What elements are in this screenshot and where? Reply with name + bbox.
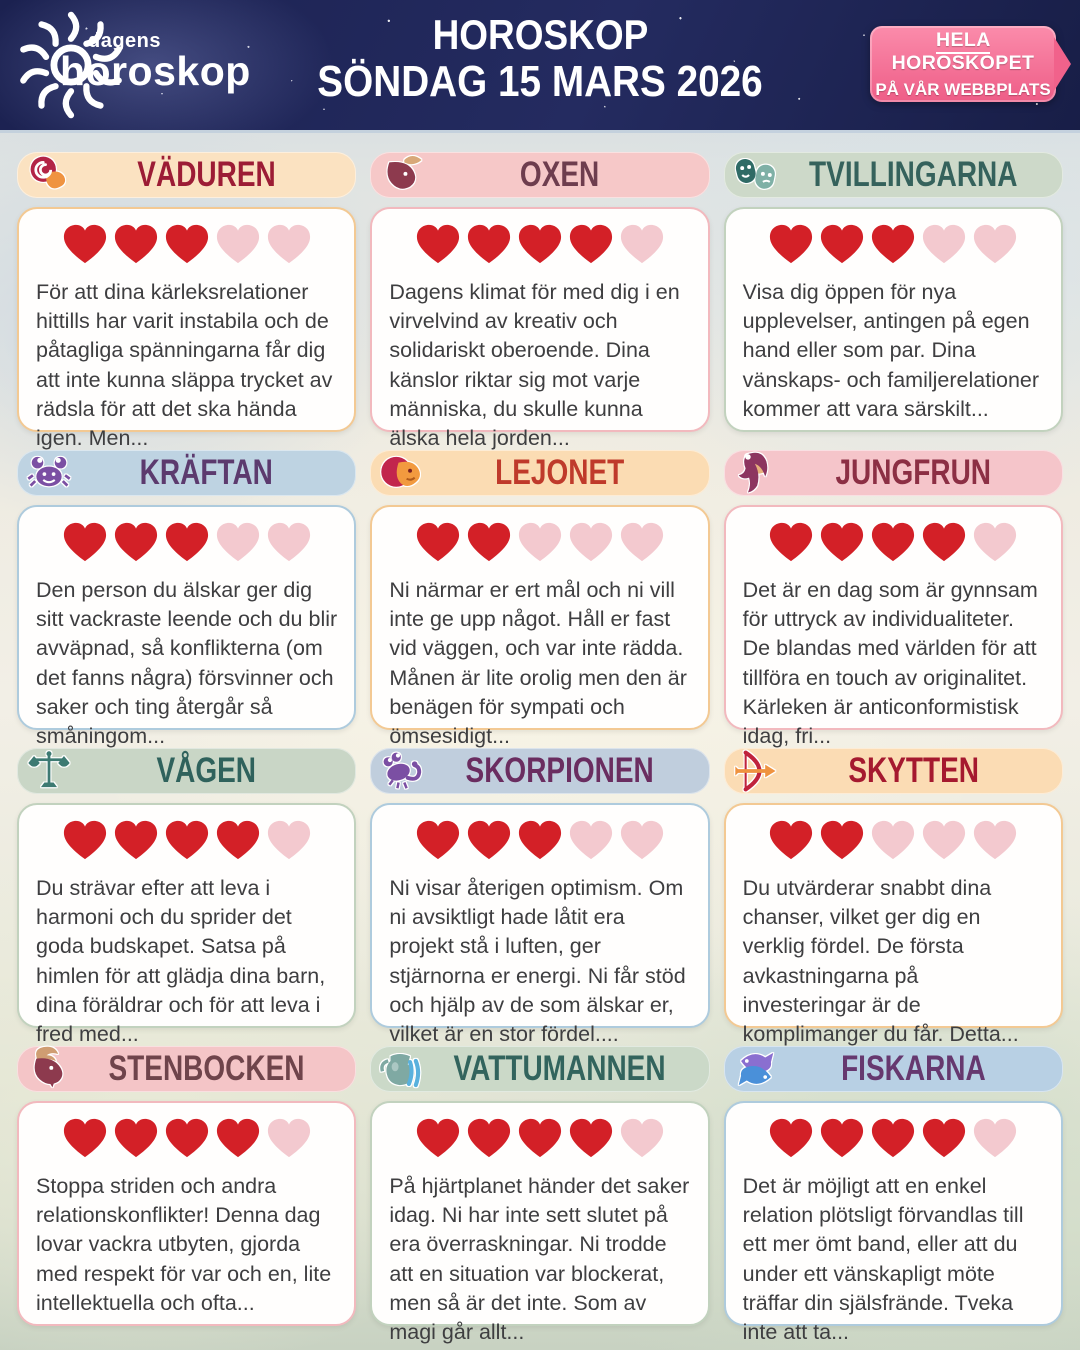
- heart-filled-icon: [215, 1117, 261, 1159]
- heart-rating: [387, 1117, 692, 1163]
- sign-body: [724, 207, 1063, 432]
- heart-empty-icon: [870, 819, 916, 861]
- sign-body: [370, 1101, 709, 1345]
- heart-empty-icon: [972, 819, 1018, 861]
- heart-filled-icon: [819, 819, 865, 861]
- heart-filled-icon: [921, 521, 967, 563]
- horoscope-text: Det är möjligt att en enkel relation plötsligt förvandlas till ett mer ömt band, eller att du under ett vänskapligt möte träffar din själsfrände. Tveka inte att ta...: [742, 1174, 1024, 1345]
- sign-title: KRÄFTAN: [140, 453, 274, 492]
- cta-line1: HELA HOROSKOPET: [891, 28, 1035, 74]
- site-logo: [12, 6, 262, 126]
- heart-empty-icon: [921, 223, 967, 265]
- horoscope-text: Ni visar återigen optimism. Om ni avsiktligt hade låtit era projekt stå i luften, ger stjärnorna er energi. Ni får stöd och hjälp av de som älskar er, vilket är en stor fördel....: [389, 876, 686, 1047]
- horoscope-text: Du strävar efter att leva i harmoni och du sprider det goda budskapet. Satsa på himlen för att glädja dina barn, dina föräldrar och för att leva i fred med...: [36, 876, 326, 1047]
- heart-filled-icon: [164, 819, 210, 861]
- heart-filled-icon: [568, 223, 614, 265]
- sign-header: [17, 152, 356, 198]
- maiden-icon: [733, 450, 779, 496]
- sign-header: [724, 450, 1063, 496]
- horoscope-text: Ni närmar er ert mål och ni vill inte ge upp något. Håll er fast vid väggen, och var inte rädda. Månen är lite orolig men den är benägen för sympati och ömsesidigt...: [389, 578, 687, 749]
- heart-filled-icon: [62, 223, 108, 265]
- heart-empty-icon: [568, 521, 614, 563]
- heart-empty-icon: [972, 1117, 1018, 1159]
- heart-rating: [387, 819, 692, 865]
- scorpion-icon: [379, 748, 425, 794]
- heart-filled-icon: [819, 1117, 865, 1159]
- heart-filled-icon: [768, 223, 814, 265]
- heart-empty-icon: [972, 521, 1018, 563]
- heart-filled-icon: [768, 1117, 814, 1159]
- cta-button[interactable]: [870, 26, 1056, 102]
- sign-title: SKYTTEN: [847, 751, 979, 790]
- horoscope-text: För att dina kärleksrelationer hittills har varit instabila och de påtagliga spänningarna får dig att inte kunna släppa trycket av rädsla för att det ska hända igen. Men...: [36, 280, 333, 451]
- sign-header: [17, 450, 356, 496]
- heart-filled-icon: [819, 521, 865, 563]
- sign-title: VÄDUREN: [137, 155, 276, 194]
- heart-empty-icon: [619, 819, 665, 861]
- crab-icon: [26, 450, 72, 496]
- heart-filled-icon: [164, 521, 210, 563]
- logo-text-bottom: horoskop: [60, 48, 251, 94]
- sign-header: [17, 1046, 356, 1092]
- fishes-icon: [733, 1046, 779, 1092]
- sign-card-skytten: [724, 748, 1063, 1047]
- theater-masks-icon: [733, 152, 779, 198]
- sign-body: [17, 207, 356, 451]
- heart-filled-icon: [62, 521, 108, 563]
- sign-title: VATTUMANNEN: [453, 1049, 667, 1088]
- sign-header: [17, 748, 356, 794]
- lion-icon: [379, 450, 425, 496]
- sign-title: TVILLINGARNA: [809, 155, 1018, 194]
- sign-body: [370, 803, 709, 1047]
- sign-title: LEJONET: [495, 453, 625, 492]
- sign-card-vattumannen: [370, 1046, 709, 1345]
- sign-card-tvillingarna: [724, 152, 1063, 432]
- page-date: SÖNDAG 15 MARS 2026: [317, 57, 763, 107]
- heart-filled-icon: [164, 1117, 210, 1159]
- heart-empty-icon: [517, 521, 563, 563]
- heart-rating: [387, 223, 692, 269]
- sign-card-oxen: [370, 152, 709, 451]
- top-banner: [0, 0, 1080, 130]
- sign-header: [724, 152, 1063, 198]
- sign-title: FISKARNA: [840, 1049, 986, 1088]
- heart-filled-icon: [768, 819, 814, 861]
- heart-empty-icon: [619, 223, 665, 265]
- heart-empty-icon: [972, 223, 1018, 265]
- sign-header: [370, 1046, 709, 1092]
- logo-text-top: dagens: [88, 30, 162, 52]
- scales-icon: [26, 748, 72, 794]
- sign-card-fiskarna: [724, 1046, 1063, 1345]
- sign-header: [370, 152, 709, 198]
- heart-rating: [34, 1117, 339, 1163]
- heart-empty-icon: [619, 521, 665, 563]
- heart-filled-icon: [870, 1117, 916, 1159]
- sign-card-jungfrun: [724, 450, 1063, 749]
- sign-header: [370, 450, 709, 496]
- sign-header: [724, 1046, 1063, 1092]
- heart-rating: [741, 1117, 1046, 1163]
- sign-body: [17, 505, 356, 749]
- sign-title: STENBOCKEN: [108, 1049, 305, 1088]
- heart-empty-icon: [215, 521, 261, 563]
- heart-filled-icon: [113, 1117, 159, 1159]
- sign-title: VÅGEN: [156, 751, 257, 790]
- heart-filled-icon: [466, 521, 512, 563]
- heart-rating: [34, 521, 339, 567]
- heart-rating: [34, 223, 339, 269]
- signs-grid: [17, 152, 1063, 1345]
- sign-body: [724, 803, 1063, 1047]
- heart-filled-icon: [113, 223, 159, 265]
- sign-body: [724, 505, 1063, 749]
- banner-titles: [287, 12, 793, 107]
- heart-rating: [387, 521, 692, 567]
- heart-filled-icon: [921, 1117, 967, 1159]
- goat-icon: [26, 1046, 72, 1092]
- sign-title: SKORPIONEN: [465, 751, 655, 790]
- sign-card-vaduren: [17, 152, 356, 451]
- heart-filled-icon: [870, 223, 916, 265]
- heart-empty-icon: [266, 521, 312, 563]
- heart-filled-icon: [466, 223, 512, 265]
- heart-empty-icon: [266, 1117, 312, 1159]
- heart-filled-icon: [517, 223, 563, 265]
- heart-filled-icon: [415, 521, 461, 563]
- heart-filled-icon: [415, 819, 461, 861]
- heart-filled-icon: [113, 521, 159, 563]
- heart-filled-icon: [215, 819, 261, 861]
- heart-filled-icon: [870, 521, 916, 563]
- heart-filled-icon: [164, 223, 210, 265]
- heart-empty-icon: [568, 819, 614, 861]
- heart-empty-icon: [266, 223, 312, 265]
- sign-header: [370, 748, 709, 794]
- horoscope-text: Du utvärderar snabbt dina chanser, vilket ger dig en verklig fördel. De första avkastningarna på investeringar är de komplimanger du får. Detta...: [742, 876, 1019, 1047]
- heart-filled-icon: [466, 1117, 512, 1159]
- heart-filled-icon: [466, 819, 512, 861]
- horoscope-text: Den person du älskar ger dig sitt vackraste leende och du blir avväpnad, så konflikterna (om det fanns några) försvinner och saker och ting återgår så småningom...: [36, 578, 338, 749]
- heart-empty-icon: [215, 223, 261, 265]
- horoscope-text: Dagens klimat för med dig i en virvelvind av kreativ och solidariskt oberoende. Dina känslor riktar sig mot varje människa, du skulle kunna älska hela jorden...: [389, 280, 680, 451]
- sign-body: [17, 1101, 356, 1326]
- sign-card-skorpionen: [370, 748, 709, 1047]
- heart-filled-icon: [517, 1117, 563, 1159]
- sign-body: [724, 1101, 1063, 1345]
- heart-filled-icon: [415, 223, 461, 265]
- sign-body: [370, 505, 709, 749]
- heart-filled-icon: [568, 1117, 614, 1159]
- heart-filled-icon: [415, 1117, 461, 1159]
- sign-card-lejonet: [370, 450, 709, 749]
- page-title: HOROSKOP: [432, 11, 648, 58]
- heart-filled-icon: [517, 819, 563, 861]
- horoscope-text: Visa dig öppen för nya upplevelser, antingen på egen hand eller som par. Dina vänskaps- och familjerelationer kommer att vara särskilt...: [742, 280, 1040, 421]
- heart-filled-icon: [113, 819, 159, 861]
- heart-rating: [741, 819, 1046, 865]
- sign-title: OXEN: [520, 155, 600, 194]
- heart-empty-icon: [921, 819, 967, 861]
- sign-title: JUNGFRUN: [835, 453, 992, 492]
- sign-header: [724, 748, 1063, 794]
- cta-line2: PÅ VÅR WEBBPLATS: [875, 79, 1051, 99]
- heart-rating: [741, 521, 1046, 567]
- sign-card-stenbocken: [17, 1046, 356, 1326]
- heart-rating: [34, 819, 339, 865]
- heart-filled-icon: [62, 819, 108, 861]
- bow-arrow-icon: [733, 748, 779, 794]
- horoscope-text: Det är en dag som är gynnsam för uttryck av individualiteter. De blandas med världen för att tillföra en touch av originalitet. Kärleken är anticonformistisk idag, fri...: [742, 578, 1038, 749]
- sign-card-kraftan: [17, 450, 356, 749]
- heart-filled-icon: [768, 521, 814, 563]
- sign-body: [17, 803, 356, 1047]
- sign-card-vagen: [17, 748, 356, 1047]
- sign-body: [370, 207, 709, 451]
- horoscope-text: På hjärtplanet händer det saker idag. Ni har inte sett slutet på era överraskningar. Ni trodde att en situation var blockerat, men så är det inte. Som av magi går allt...: [389, 1174, 690, 1345]
- ram-icon: [26, 152, 72, 198]
- heart-rating: [741, 223, 1046, 269]
- horoscope-text: Stoppa striden och andra relationskonflikter! Denna dag lovar vackra utbyten, gjorda med respekt för var och en, lite intellektuella och ofta...: [36, 1174, 332, 1315]
- heart-empty-icon: [266, 819, 312, 861]
- water-jug-icon: [379, 1046, 425, 1092]
- heart-filled-icon: [819, 223, 865, 265]
- heart-empty-icon: [619, 1117, 665, 1159]
- bull-icon: [379, 152, 425, 198]
- heart-filled-icon: [62, 1117, 108, 1159]
